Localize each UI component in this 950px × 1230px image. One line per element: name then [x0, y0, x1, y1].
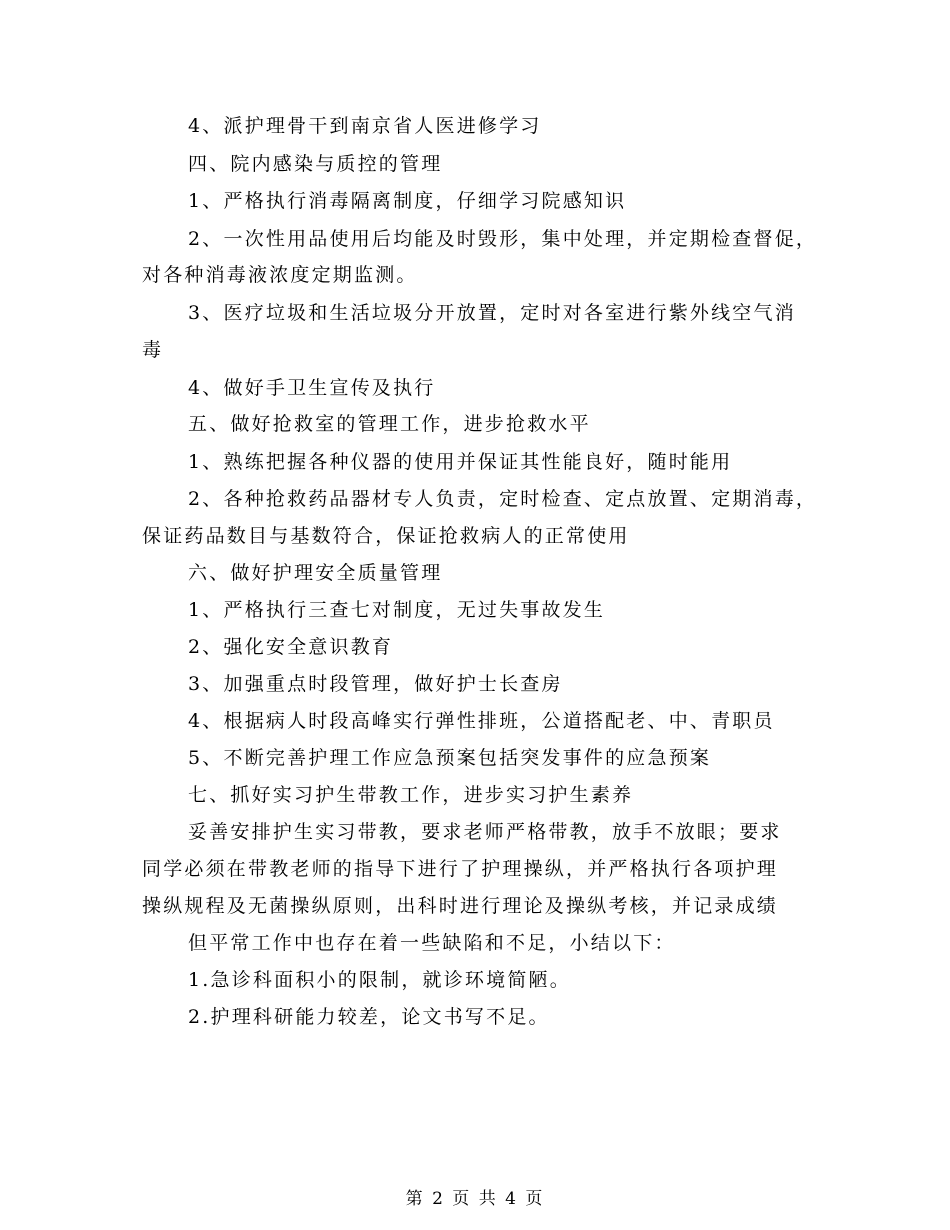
text-line: 3、加强重点时段管理，做好护士长查房: [188, 673, 563, 695]
text-line: 4、派护理骨干到南京省人医进修学习: [188, 115, 542, 137]
text-line: 4、根据病人时段高峰实行弹性排班，公道搭配老、中、青职员: [188, 710, 775, 732]
text-line: 1、严格执行三查七对制度，无过失事故发生: [188, 599, 606, 621]
text-line: 2、强化安全意识教育: [188, 636, 394, 658]
text-line: 操纵规程及无菌操纵原则，出科时进行理论及操纵考核，并记录成绩: [142, 895, 779, 917]
text-line: 2.护理科研能力较差，论文书写不足。: [188, 1006, 550, 1028]
text-line: 2、各种抢救药品器材专人负责，定时检查、定点放置、定期消毒，: [188, 488, 818, 510]
text-line: 毒: [142, 339, 164, 361]
page-number-footer: 第 2 页 共 4 页: [405, 1189, 545, 1209]
text-line: 3、医疗垃圾和生活垃圾分开放置，定时对各室进行紫外线空气消: [188, 302, 796, 324]
section-heading: 四、院内感染与质控的管理: [188, 153, 443, 175]
text-line: 同学必须在带教老师的指导下进行了护理操纵，并严格执行各项护理: [142, 858, 779, 880]
text-line: 1、严格执行消毒隔离制度，仔细学习院感知识: [188, 190, 627, 212]
text-line: 4、做好手卫生宣传及执行: [188, 377, 436, 399]
text-line: 5、不断完善护理工作应急预案包括突发事件的应急预案: [188, 747, 712, 769]
text-line: 保证药品数目与基数符合，保证抢救病人的正常使用: [142, 525, 630, 547]
text-line: 2、一次性用品使用后均能及时毁形，集中处理，并定期检查督促，: [188, 228, 818, 250]
section-heading: 六、做好护理安全质量管理: [188, 562, 443, 584]
text-line: 1.急诊科面积小的限制，就诊环境简陋。: [188, 969, 571, 991]
text-line: 但平常工作中也存在着一些缺陷和不足，小结以下：: [188, 932, 676, 954]
text-line: 对各种消毒液浓度定期监测。: [142, 264, 418, 286]
section-heading: 七、抓好实习护生带教工作，进步实习护生素养: [188, 784, 634, 806]
text-line: 1、熟练把握各种仪器的使用并保证其性能良好，随时能用: [188, 451, 733, 473]
section-heading: 五、做好抢救室的管理工作，进步抢救水平: [188, 413, 591, 435]
text-line: 妥善安排护生实习带教，要求老师严格带教，放手不放眼；要求: [188, 821, 782, 843]
